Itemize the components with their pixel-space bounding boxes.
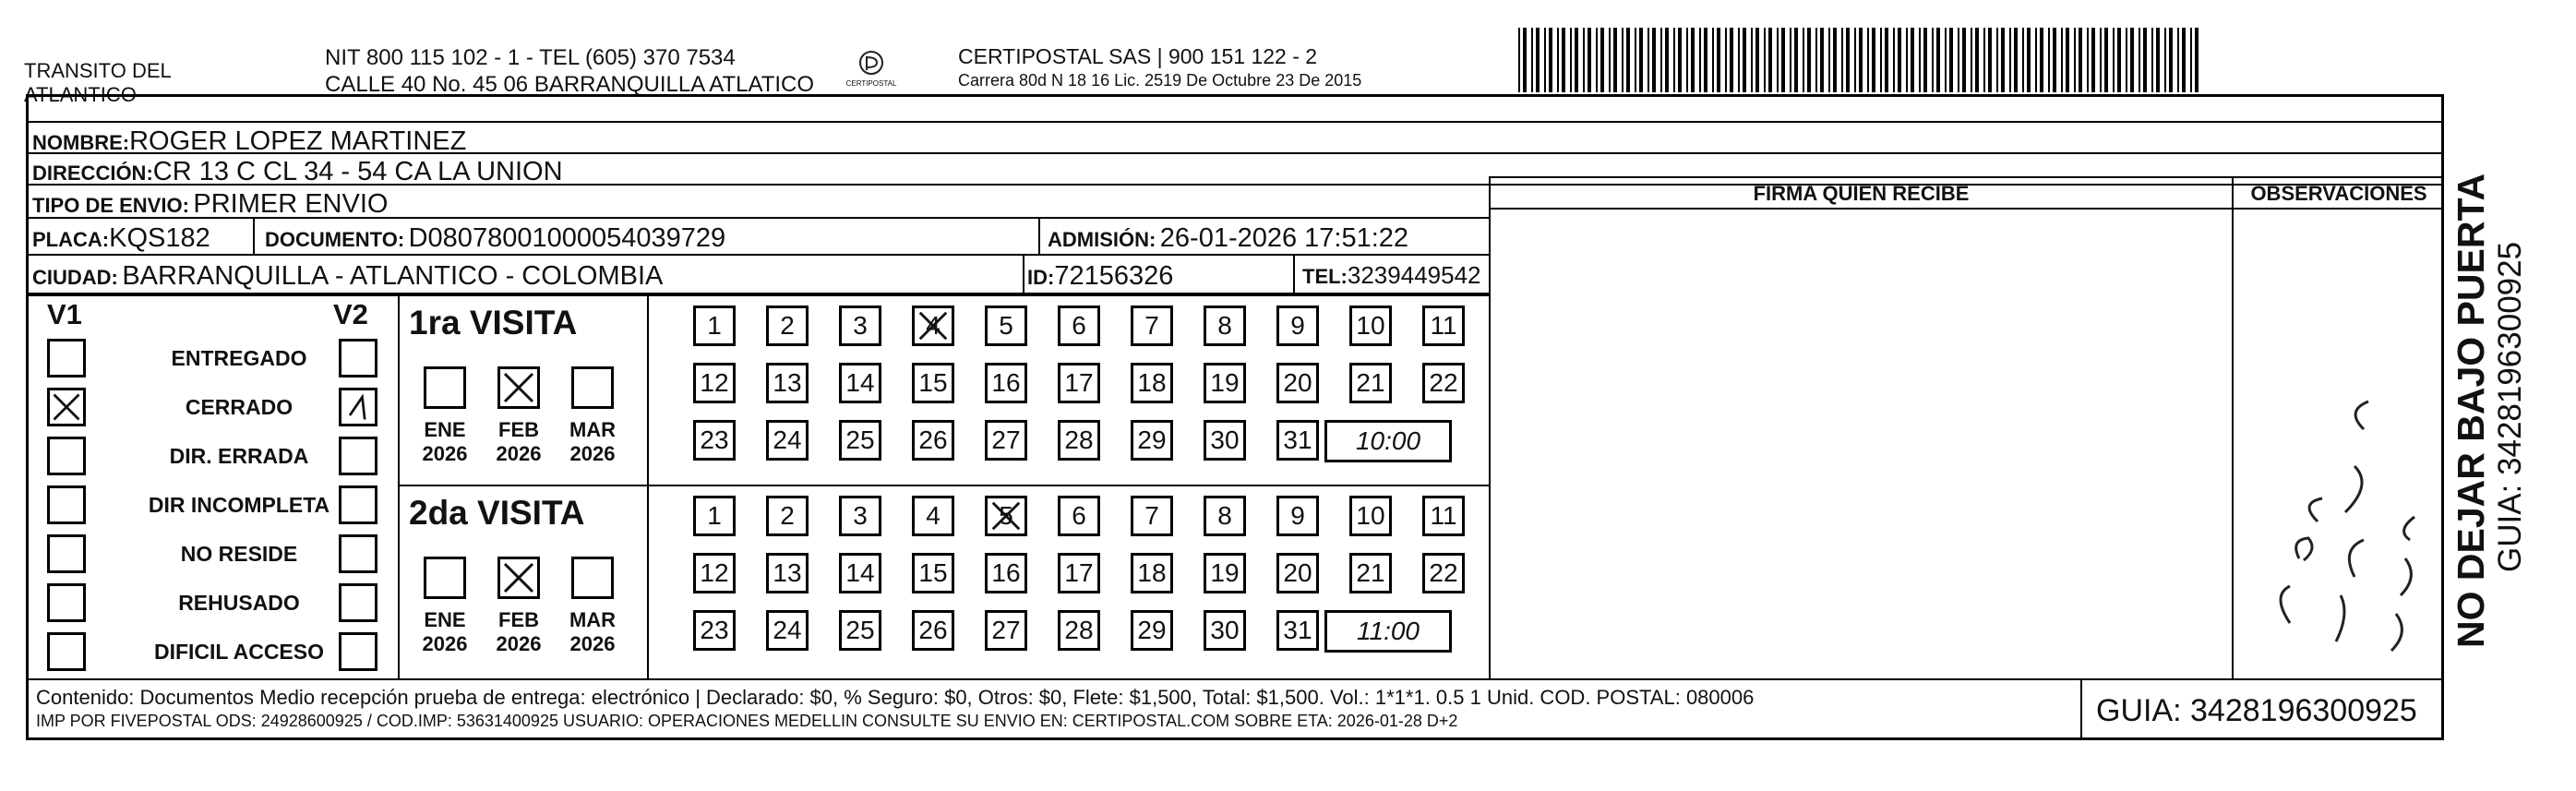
org-address: CALLE 40 No. 45 06 BARRANQUILLA ATLATICO <box>325 72 815 97</box>
day-box[interactable]: 5 <box>985 496 1027 536</box>
barcode-bar <box>1660 28 1662 92</box>
v2-label: V2 <box>333 298 368 330</box>
month-name: ENE <box>424 608 466 631</box>
barcode-bar <box>1609 28 1611 92</box>
barcode-bar <box>1975 28 1979 92</box>
carrier-logo-text: CERTIPOSTAL <box>845 79 897 88</box>
barcode-bar <box>1764 28 1766 92</box>
day-mark <box>988 498 1024 533</box>
barcode-bar <box>1833 28 1837 92</box>
month-label <box>560 418 625 466</box>
day-box[interactable]: 11 <box>1422 306 1465 346</box>
month-year: 2026 <box>569 442 616 465</box>
day-box[interactable]: 18 <box>1131 553 1173 593</box>
day-box[interactable]: 14 <box>839 553 881 593</box>
v1-label: V1 <box>47 298 82 330</box>
barcode-bar <box>1971 28 1972 92</box>
observations-handwriting <box>2235 318 2442 678</box>
day-box[interactable]: 22 <box>1422 363 1465 403</box>
day-box[interactable]: 21 <box>1349 553 1392 593</box>
status-label: REHUSADO <box>178 591 300 615</box>
month-year: 2026 <box>496 442 542 465</box>
barcode-bar <box>1859 28 1863 92</box>
carrier-logo-icon <box>838 46 905 96</box>
carrier-address: Carrera 80d N 18 16 Lic. 2519 De Octubre 23 De 2015 <box>958 71 1362 90</box>
barcode-bar <box>2156 28 2160 92</box>
barcode-bar <box>2091 28 2095 92</box>
status-label: CERRADO <box>185 395 294 419</box>
v2-checkbox[interactable] <box>339 437 377 475</box>
day-box[interactable]: 22 <box>1422 553 1465 593</box>
day-box[interactable]: 16 <box>985 553 1027 593</box>
v1-checkbox[interactable] <box>47 632 86 671</box>
day-box[interactable]: 29 <box>1131 610 1173 651</box>
barcode-bar <box>1893 28 1895 92</box>
barcode-bar <box>2100 28 2102 92</box>
day-box[interactable]: 2 <box>766 306 809 346</box>
admision-label: ADMISIÓN: <box>1048 228 1156 251</box>
barcode-bar <box>1958 28 1959 92</box>
v2-checkbox[interactable] <box>339 534 377 573</box>
month-year: 2026 <box>569 632 616 655</box>
barcode-bar <box>1820 28 1824 92</box>
day-box[interactable]: 24 <box>766 420 809 461</box>
barcode-bar <box>1803 28 1804 92</box>
barcode-bar <box>1777 28 1779 92</box>
barcode-bar <box>2053 28 2056 92</box>
barcode-bar <box>1523 28 1527 92</box>
day-box[interactable]: 30 <box>1204 420 1246 461</box>
barcode-bar <box>1557 28 1559 92</box>
month-checkbox[interactable] <box>497 366 540 409</box>
barcode-bar <box>2074 28 2076 92</box>
barcode-bar <box>1730 28 1733 92</box>
footer-contenido: Contenido: Documentos Medio recepción prueba de entrega: electrónico | Declarado: $0, % Seguro: $0, Otros: $0, Flete: $1,500, Total: $1,500. Vol.: 1*1*1. 0.5 1 Unid. COD. POSTAL: 080006 <box>36 686 1755 709</box>
month-checkbox[interactable] <box>424 366 466 409</box>
day-box[interactable]: 20 <box>1276 363 1319 403</box>
barcode-bar <box>1919 28 1921 92</box>
time-box[interactable]: 11:00 <box>1324 610 1452 653</box>
day-box[interactable]: 24 <box>766 610 809 651</box>
month-name: ENE <box>424 418 466 441</box>
barcode-bar <box>1622 28 1623 92</box>
barcode-bar <box>2190 28 2192 92</box>
day-box[interactable]: 23 <box>693 610 736 651</box>
barcode-bar <box>1699 28 1701 92</box>
barcode-bar <box>1867 28 1869 92</box>
month-checkbox[interactable] <box>571 366 614 409</box>
day-box[interactable]: 11 <box>1422 496 1465 536</box>
month-checkbox[interactable] <box>497 557 540 599</box>
barcode-bar <box>1828 28 1830 92</box>
month-checkbox[interactable] <box>424 557 466 599</box>
barcode-bar <box>2169 28 2173 92</box>
row-direccion <box>29 154 2444 186</box>
month-label <box>413 418 477 466</box>
documento-value: D08078001000054039729 <box>408 223 726 253</box>
month-label <box>413 608 477 656</box>
barcode-bar <box>1583 28 1585 92</box>
barcode-bar <box>1751 28 1753 92</box>
barcode-bar <box>1562 28 1565 92</box>
row-nombre <box>29 123 2444 154</box>
org-contact <box>325 44 814 98</box>
barcode-bar <box>2009 28 2011 92</box>
day-box[interactable]: 30 <box>1204 610 1246 651</box>
day-box[interactable]: 12 <box>693 553 736 593</box>
day-box[interactable]: 23 <box>693 420 736 461</box>
barcode-bar <box>1807 28 1811 92</box>
day-box[interactable]: 17 <box>1058 553 1100 593</box>
day-box[interactable]: 25 <box>839 420 881 461</box>
barcode-bar <box>1945 28 1947 92</box>
barcode-bar <box>2087 28 2089 92</box>
month-name: MAR <box>569 608 617 631</box>
status-label: DIFICIL ACCESO <box>153 640 324 664</box>
second-visit-title: 2da VISITA <box>409 494 585 532</box>
barcode-bar <box>1544 28 1546 92</box>
barcode-bar <box>1678 28 1682 92</box>
barcode-bar <box>1691 28 1695 92</box>
day-box[interactable]: 28 <box>1058 610 1100 651</box>
barcode-bar <box>1898 28 1901 92</box>
ciudad-value: BARRANQUILLA - ATLANTICO - COLOMBIA <box>122 261 664 291</box>
barcode-bar <box>2104 28 2108 92</box>
ciudad-label: CIUDAD: <box>32 266 118 289</box>
side-warning: NO DEJAR BAJO PUERTA <box>2450 173 2492 648</box>
barcode-bar <box>1790 28 1791 92</box>
barcode <box>1518 28 2201 92</box>
barcode-bar <box>1673 28 1675 92</box>
v1-checkbox[interactable] <box>47 583 86 622</box>
day-box[interactable]: 3 <box>839 306 881 346</box>
day-box[interactable]: 31 <box>1276 610 1319 651</box>
admision-value: 26-01-2026 17:51:22 <box>1159 223 1409 253</box>
barcode-bar <box>1725 28 1727 92</box>
status-label: ENTREGADO <box>171 346 307 370</box>
v1-checkbox[interactable] <box>47 388 86 426</box>
day-box[interactable]: 1 <box>693 306 736 346</box>
barcode-bar <box>1647 28 1649 92</box>
v2-checkbox[interactable] <box>339 632 377 671</box>
day-box[interactable]: 4 <box>912 306 954 346</box>
barcode-bar <box>1626 28 1630 92</box>
day-box[interactable]: 6 <box>1058 306 1100 346</box>
day-box[interactable]: 27 <box>985 420 1027 461</box>
barcode-bar <box>2126 28 2127 92</box>
tel-value: 3239449542 <box>1347 261 1481 289</box>
barcode-bar <box>2177 28 2179 92</box>
barcode-bar <box>1686 28 1688 92</box>
barcode-bar <box>2139 28 2140 92</box>
documento-label: DOCUMENTO: <box>265 228 405 251</box>
barcode-bar <box>1570 28 1572 92</box>
barcode-bar <box>2040 28 2043 92</box>
barcode-bar <box>1949 28 1953 92</box>
nombre-label: NOMBRE: <box>32 131 130 154</box>
org-line-1: TRANSITO DEL <box>24 59 172 82</box>
month-label <box>486 418 551 466</box>
day-box[interactable]: 2 <box>766 496 809 536</box>
barcode-bar <box>2079 28 2082 92</box>
barcode-bar <box>1815 28 1817 92</box>
barcode-bar <box>2164 28 2166 92</box>
barcode-bar <box>2143 28 2147 92</box>
barcode-bar <box>1794 28 1798 92</box>
day-box[interactable]: 16 <box>985 363 1027 403</box>
barcode-bar <box>1596 28 1598 92</box>
barcode-bar <box>1652 28 1656 92</box>
carrier-info <box>958 44 1361 92</box>
barcode-bar <box>1880 28 1882 92</box>
barcode-bar <box>1755 28 1759 92</box>
barcode-bar <box>1613 28 1617 92</box>
barcode-bar <box>1906 28 1908 92</box>
v1-checkbox[interactable] <box>47 437 86 475</box>
month-year: 2026 <box>422 632 468 655</box>
status-label: DIR INCOMPLETA <box>148 493 330 517</box>
barcode-bar <box>1536 28 1540 92</box>
time-box[interactable]: 10:00 <box>1324 420 1452 462</box>
month-year: 2026 <box>422 442 468 465</box>
barcode-bar <box>1854 28 1856 92</box>
row-tipo <box>29 186 1489 219</box>
barcode-bar <box>2022 28 2024 92</box>
barcode-bar <box>1936 28 1940 92</box>
barcode-bar <box>2113 28 2115 92</box>
header-strip <box>29 97 2444 123</box>
barcode-bar <box>1635 28 1636 92</box>
month-label <box>560 608 625 656</box>
barcode-bar <box>1885 28 1888 92</box>
id-label: ID: <box>1027 266 1055 289</box>
month-name: FEB <box>498 418 539 441</box>
delivery-form <box>26 94 2444 740</box>
day-box[interactable]: 15 <box>912 363 954 403</box>
tipo-label: TIPO DE ENVIO: <box>32 194 189 217</box>
month-year: 2026 <box>496 632 542 655</box>
v2-checkbox[interactable] <box>339 388 377 426</box>
barcode-bar <box>2066 28 2069 92</box>
month-label <box>486 608 551 656</box>
row-placa <box>29 219 1489 256</box>
day-box[interactable]: 15 <box>912 553 954 593</box>
barcode-bar <box>1962 28 1966 92</box>
direccion-label: DIRECCIÓN: <box>32 162 153 185</box>
day-box[interactable]: 20 <box>1276 553 1319 593</box>
day-box[interactable]: 19 <box>1204 363 1246 403</box>
month-name: MAR <box>569 418 617 441</box>
carrier-logo <box>838 46 905 96</box>
day-box[interactable]: 25 <box>839 610 881 651</box>
day-box[interactable]: 19 <box>1204 553 1246 593</box>
day-box[interactable]: 5 <box>985 306 1027 346</box>
barcode-bar <box>1983 28 1985 92</box>
day-box[interactable]: 9 <box>1276 496 1319 536</box>
status-label: NO RESIDE <box>180 542 298 566</box>
v1-checkbox[interactable] <box>47 534 86 573</box>
day-box[interactable]: 31 <box>1276 420 1319 461</box>
day-box[interactable]: 13 <box>766 363 809 403</box>
day-box[interactable]: 1 <box>693 496 736 536</box>
status-label: DIR. ERRADA <box>169 444 309 468</box>
barcode-bar <box>2117 28 2121 92</box>
day-box[interactable]: 4 <box>912 496 954 536</box>
day-box[interactable]: 26 <box>912 610 954 651</box>
day-box[interactable]: 9 <box>1276 306 1319 346</box>
barcode-bar <box>1841 28 1843 92</box>
nombre-value: ROGER LOPEZ MARTINEZ <box>129 126 467 156</box>
day-box[interactable]: 21 <box>1349 363 1392 403</box>
barcode-bar <box>1549 28 1552 92</box>
day-mark <box>915 308 952 343</box>
barcode-bar <box>1988 28 1992 92</box>
barcode-bar <box>2027 28 2031 92</box>
row-ciudad <box>29 256 1489 294</box>
day-box[interactable]: 26 <box>912 420 954 461</box>
day-box[interactable]: 3 <box>839 496 881 536</box>
day-box[interactable]: 18 <box>1131 363 1173 403</box>
barcode-bar <box>2048 28 2050 92</box>
direccion-value: CR 13 C CL 34 - 54 CA LA UNION <box>152 157 563 186</box>
observaciones-header: OBSERVACIONES <box>2250 182 2427 205</box>
barcode-bar <box>1911 28 1914 92</box>
barcode-bar <box>1781 28 1785 92</box>
day-box[interactable]: 17 <box>1058 363 1100 403</box>
footer-imp: IMP POR FIVEPOSTAL ODS: 24928600925 / COD.IMP: 53631400925 USUARIO: OPERACIONES MEDELLIN CONSULTE SU ENVIO EN: CERTIPOSTAL.COM SOBRE ETA: 2026-01-28 D+2 <box>36 712 1458 730</box>
day-box[interactable]: 27 <box>985 610 1027 651</box>
barcode-bar <box>1743 28 1746 92</box>
day-box[interactable]: 14 <box>839 363 881 403</box>
month-name: FEB <box>498 608 539 631</box>
footer-guia: GUIA: 3428196300925 <box>2096 693 2417 728</box>
barcode-bar <box>2014 28 2018 92</box>
v2-checkbox[interactable] <box>339 339 377 378</box>
barcode-bar <box>2001 28 2005 92</box>
day-box[interactable]: 8 <box>1204 306 1246 346</box>
day-box[interactable]: 8 <box>1204 496 1246 536</box>
tipo-value: PRIMER ENVIO <box>193 189 389 219</box>
barcode-bar <box>1768 28 1772 92</box>
barcode-bar <box>1996 28 1998 92</box>
day-box[interactable]: 28 <box>1058 420 1100 461</box>
day-box[interactable]: 7 <box>1131 496 1173 536</box>
day-box[interactable]: 7 <box>1131 306 1173 346</box>
org-line-2: ATLANTICO <box>24 83 137 106</box>
barcode-bar <box>1932 28 1934 92</box>
barcode-bar <box>1717 28 1720 92</box>
barcode-bar <box>1872 28 1875 92</box>
id-value: 72156326 <box>1054 261 1174 291</box>
barcode-bar <box>2151 28 2153 92</box>
barcode-bar <box>1846 28 1850 92</box>
barcode-bar <box>2195 28 2199 92</box>
v1-checkbox[interactable] <box>47 339 86 378</box>
placa-label: PLACA: <box>32 228 110 251</box>
day-box[interactable]: 13 <box>766 553 809 593</box>
v1-checkbox[interactable] <box>47 485 86 524</box>
placa-value: KQS182 <box>109 223 210 253</box>
day-box[interactable]: 6 <box>1058 496 1100 536</box>
barcode-bar <box>1738 28 1740 92</box>
day-box[interactable]: 12 <box>693 363 736 403</box>
barcode-bar <box>1531 28 1533 92</box>
barcode-bar <box>2061 28 2063 92</box>
barcode-bar <box>2035 28 2037 92</box>
day-box[interactable]: 10 <box>1349 496 1392 536</box>
barcode-bar <box>1665 28 1669 92</box>
barcode-bar <box>2130 28 2134 92</box>
month-checkbox[interactable] <box>571 557 614 599</box>
carrier-name: CERTIPOSTAL SAS | 900 151 122 - 2 <box>958 44 1318 68</box>
day-box[interactable]: 10 <box>1349 306 1392 346</box>
barcode-bar <box>1518 28 1520 92</box>
signature-area[interactable] <box>1492 211 2230 677</box>
v2-checkbox[interactable] <box>339 485 377 524</box>
first-visit-title: 1ra VISITA <box>409 304 578 342</box>
day-box[interactable]: 29 <box>1131 420 1173 461</box>
barcode-bar <box>2182 28 2186 92</box>
firma-header: FIRMA QUIEN RECIBE <box>1753 182 1970 205</box>
barcode-bar <box>1704 28 1707 92</box>
barcode-bar <box>1600 28 1604 92</box>
side-guia: GUIA: 3428196300925 <box>2492 241 2528 572</box>
org-nit: NIT 800 115 102 - 1 - TEL (605) 370 7534 <box>325 45 736 70</box>
v2-checkbox[interactable] <box>339 583 377 622</box>
barcode-bar <box>1639 28 1643 92</box>
barcode-bar <box>1575 28 1578 92</box>
barcode-bar <box>1923 28 1927 92</box>
barcode-bar <box>1712 28 1714 92</box>
barcode-bar <box>1588 28 1591 92</box>
tel-label: TEL: <box>1302 265 1348 288</box>
